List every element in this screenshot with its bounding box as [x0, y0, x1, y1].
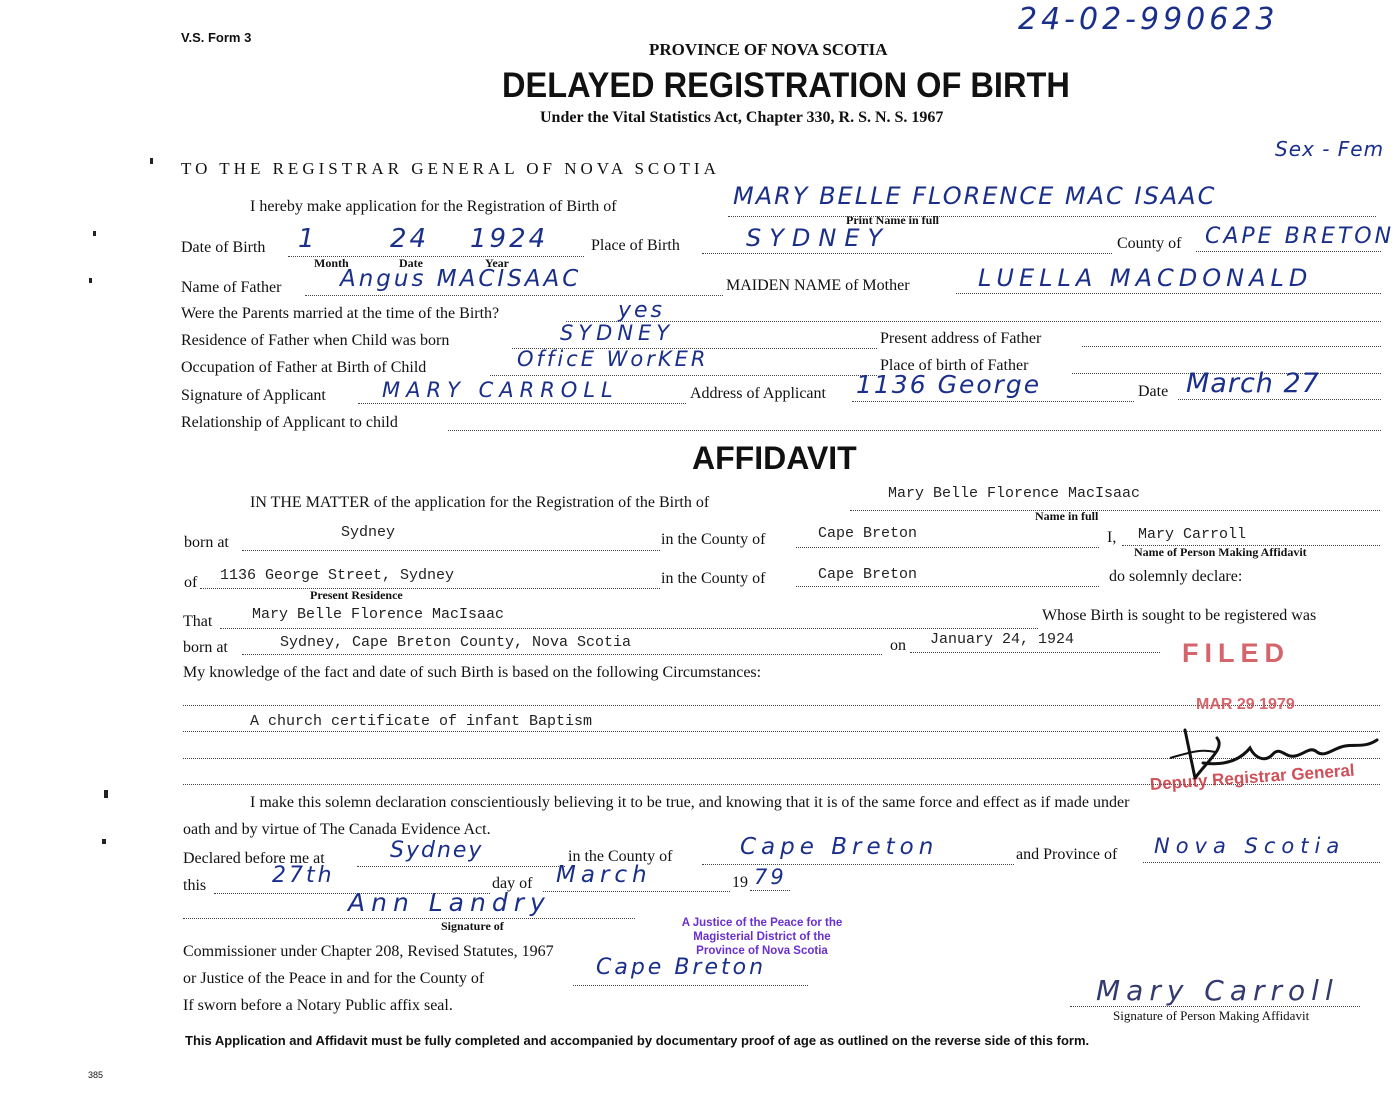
signature-line [358, 403, 686, 404]
on-line [910, 652, 1160, 653]
intro-label: I hereby make application for the Registration of Birth of [250, 198, 617, 215]
name-sub: Print Name in full [846, 213, 939, 227]
month-value: March [556, 862, 652, 888]
declared-label: Declared before me at [183, 850, 325, 867]
born-at-label: born at [184, 534, 229, 551]
justice-county: Cape Breton [596, 955, 767, 980]
year-sub: Year [485, 256, 509, 270]
dob-year: 1924 [470, 224, 549, 254]
day-of-label: day of [492, 875, 533, 892]
subtitle: Under the Vital Statistics Act, Chapter 330, R. S. N. S. 1967 [540, 109, 944, 126]
affiant-name: Mary Carroll [1138, 526, 1247, 543]
that-label: That [183, 613, 213, 630]
form-code: V.S. Form 3 [181, 30, 252, 45]
year-prefix: 19 [732, 874, 748, 891]
father-value: Angus MACISAAC [340, 266, 582, 292]
deputy-stamp: Deputy Registrar General [1149, 760, 1356, 794]
mother-label: MAIDEN NAME of Mother [726, 277, 910, 294]
page-title: DELAYED REGISTRATION OF BIRTH [502, 66, 1070, 105]
i-label: I, [1107, 529, 1117, 546]
sex-note: Sex - Fem [1275, 137, 1385, 161]
matter-name: Mary Belle Florence MacIsaac [888, 485, 1141, 502]
mother-line [956, 293, 1381, 294]
margin-mark-4 [104, 790, 108, 798]
born-at-2-value: Sydney, Cape Breton County, Nova Scotia [280, 634, 632, 651]
file-number: 24-02-990623 [1018, 2, 1279, 37]
county-a-line [796, 547, 1099, 548]
date-sub: Date [399, 256, 423, 270]
residence-label: Residence of Father when Child was born [181, 332, 450, 349]
justice-stamp [672, 916, 852, 964]
declared-county-label: in the County of [568, 848, 673, 865]
county-label: County of [1117, 235, 1182, 252]
date-value: March 27 [1186, 368, 1320, 399]
addressee: TO THE REGISTRAR GENERAL OF NOVA SCOTIA [181, 159, 720, 178]
dob-month: 1 [298, 224, 318, 254]
mother-value: LUELLA MACDONALD [978, 264, 1313, 292]
county-b-line [796, 586, 1099, 587]
born-at-value: Sydney [341, 524, 396, 541]
margin-mark-3 [89, 278, 92, 283]
registrar-signature [1155, 718, 1385, 788]
this-label: this [183, 877, 207, 894]
father-birthplace-label: Place of birth of Father [880, 357, 1029, 374]
present-address-label: Present address of Father [880, 330, 1042, 347]
name-in-full-sub: Name in full [1035, 509, 1099, 523]
married-label: Were the Parents married at the time of the Birth? [181, 305, 500, 322]
occupation-line [490, 375, 877, 376]
month-line [543, 891, 730, 892]
that-line [220, 628, 1038, 629]
justice-stamp-line-3: Province of Nova Scotia [696, 945, 828, 957]
born-at-line [242, 550, 660, 551]
declared-place-line [357, 866, 565, 867]
justice-stamp-line-1: A Justice of the Peace for the [681, 917, 843, 929]
residence-value: SYDNEY [560, 321, 675, 345]
address-line [852, 401, 1134, 402]
signature-label: Signature of Applicant [181, 387, 326, 404]
signature-value: MARY CARROLL [382, 378, 619, 402]
matter-line [850, 510, 1380, 511]
place-line [702, 253, 1112, 254]
declared-county: Cape Breton [740, 834, 939, 860]
dob-label: Date of Birth [181, 239, 266, 256]
name-line [728, 216, 1376, 217]
date-label: Date [1138, 383, 1169, 400]
province-line [1143, 862, 1380, 863]
filed-date-stamp: MAR 29 1979 [1196, 696, 1295, 713]
born-at-2-line [242, 654, 882, 655]
county-value: CAPE BRETON [1205, 224, 1395, 249]
present-address-line [1082, 346, 1381, 347]
married-value: yes [618, 298, 666, 323]
declaration-line-2: oath and by virtue of The Canada Evidence Act. [183, 821, 491, 838]
married-line [566, 321, 1381, 322]
affidavit-title: AFFIDAVIT [692, 440, 857, 476]
commissioner-signature: Ann Landry [348, 888, 551, 917]
knowledge-label: My knowledge of the fact and date of such Birth is based on the following Circumstances: [183, 664, 762, 681]
declare-label: do solemnly declare: [1109, 568, 1243, 585]
margin-mark-1 [150, 158, 153, 164]
county-a-value: Cape Breton [818, 525, 918, 542]
on-value: January 24, 1924 [930, 631, 1075, 648]
date-line [1178, 399, 1381, 400]
notary-label: If sworn before a Notary Public affix seal. [183, 997, 453, 1014]
justice-county-line [573, 985, 808, 986]
province-value: Nova Scotia [1154, 834, 1346, 858]
child-name-value: MARY BELLE FLORENCE MAC ISAAC [733, 182, 1217, 210]
affiant-signature: Mary Carroll [1096, 974, 1339, 1007]
province-heading: PROVINCE OF NOVA SCOTIA [649, 40, 888, 59]
circumstance: A church certificate of infant Baptism [250, 713, 593, 730]
father-line [305, 295, 723, 296]
province-label: and Province of [1016, 846, 1118, 863]
whose-birth-label: Whose Birth is sought to be registered was [1042, 607, 1317, 624]
this-day: 27th [272, 863, 335, 888]
justice-label: or Justice of the Peace in and for the County of [183, 970, 485, 987]
residence-aff-line [200, 588, 660, 589]
page-code: 385 [88, 1070, 104, 1080]
year-suffix: 79 [754, 865, 787, 889]
margin-mark-2 [93, 231, 96, 236]
place-label: Place of Birth [591, 237, 680, 254]
occupation-value: OfficE WorKER [517, 347, 709, 371]
relationship-label: Relationship of Applicant to child [181, 414, 398, 431]
declared-county-line [702, 864, 1014, 865]
commissioner-label: Commissioner under Chapter 208, Revised Statutes, 1967 [183, 943, 554, 960]
in-county-2-label: in the County of [661, 570, 766, 587]
place-value: SYDNEY [746, 224, 891, 252]
that-name: Mary Belle Florence MacIsaac [252, 606, 505, 623]
year-line [750, 890, 790, 891]
address-value: 1136 George [856, 370, 1042, 399]
father-label: Name of Father [181, 279, 282, 296]
born-at-2-label: born at [183, 639, 228, 656]
justice-stamp-line-2: Magisterial District of the [693, 931, 831, 943]
county-line [1196, 251, 1381, 252]
county-b-value: Cape Breton [818, 566, 918, 583]
filed-stamp: FILED [1182, 638, 1290, 668]
month-sub: Month [314, 256, 349, 270]
footer-note: This Application and Affidavit must be fully completed and accompanied by documentary proof of age as outlined on the reverse side of this form. [185, 1033, 1090, 1048]
address-label: Address of Applicant [690, 385, 826, 402]
commissioner-signature-line [183, 918, 635, 919]
on-label: on [890, 637, 906, 654]
declared-place: Sydney [390, 838, 484, 863]
margin-mark-5 [102, 839, 106, 844]
affiant-sub: Name of Person Making Affidavit [1134, 545, 1307, 559]
occupation-label: Occupation of Father at Birth of Child [181, 359, 427, 376]
affiant-signature-sub: Signature of Person Making Affidavit [1113, 1008, 1310, 1023]
dob-date: 24 [390, 224, 430, 254]
residence-aff-value: 1136 George Street, Sydney [220, 567, 455, 584]
relationship-line [448, 430, 1381, 431]
matter-label: IN THE MATTER of the application for the Registration of the Birth of [250, 494, 710, 511]
declaration-line-1: I make this solemn declaration conscientiously believing it to be true, and knowing that it is of the same force and effect as if made under [250, 794, 1130, 811]
signature-of-sub: Signature of [441, 919, 504, 933]
in-county-label: in the County of [661, 531, 766, 548]
residence-sub: Present Residence [310, 588, 403, 602]
of-label: of [184, 574, 198, 591]
